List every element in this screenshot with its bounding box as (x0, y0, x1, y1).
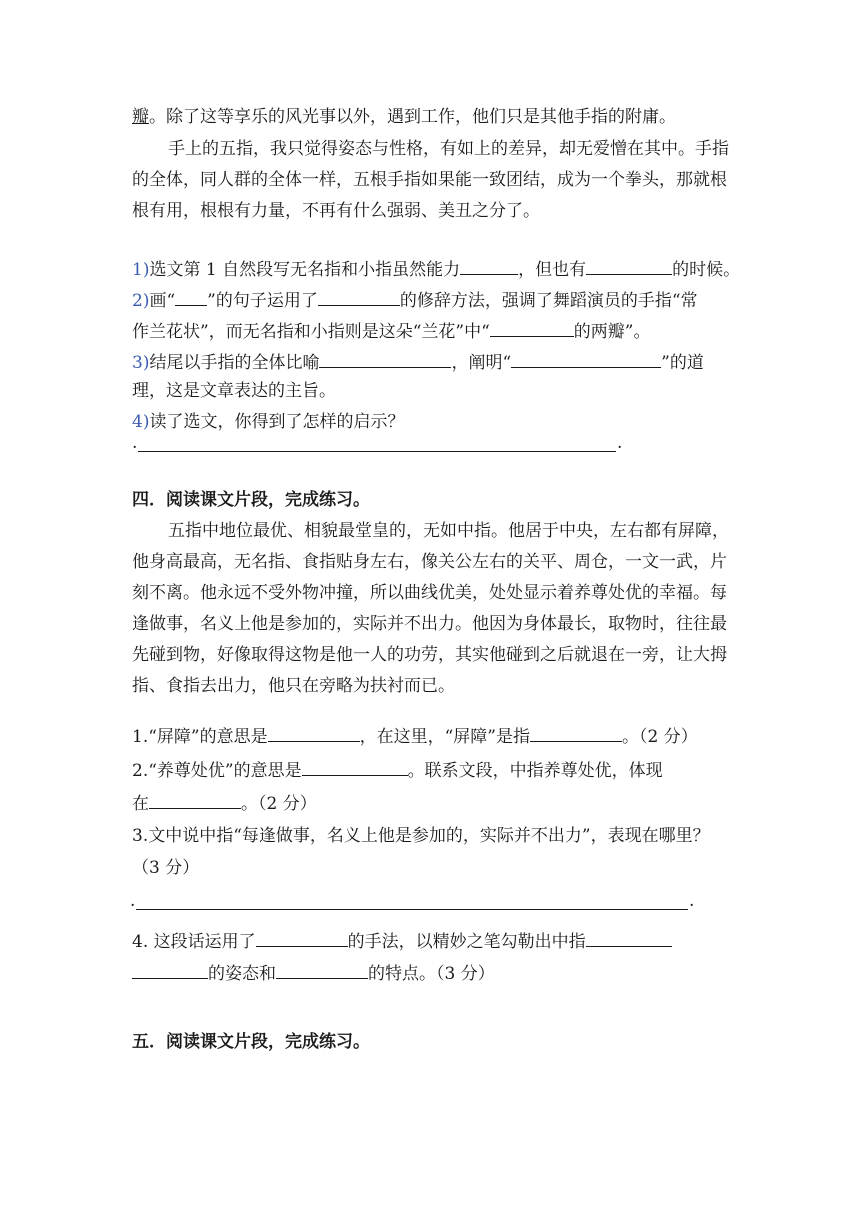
answer-blank[interactable] (132, 960, 208, 979)
sec4-question-2: 2.“养尊处优”的意思是 。联系文段，中指养尊处优，体现 (132, 757, 732, 782)
sec4-question-1: 1.“屏障”的意思是 ，在这里，“屏障”是指 。（2 分） (132, 723, 732, 748)
sec4-question-2-line-2: 在 。（2 分） (132, 790, 732, 815)
passage-line: 逢做事，名义上他是参加的，实际并不出力。他因为身体最长，取物时，往往最 (132, 614, 727, 634)
passage-line: 根有用，根根有力量，不再有什么强弱、美丑之分了。 (132, 201, 540, 221)
section-5-heading: 五．阅读课文片段，完成练习。 (132, 1032, 370, 1052)
sec4-question-4: 4. 这段话运用了 的手法，以精妙之笔勾勒出中指 (132, 928, 732, 953)
passage-line: 先碰到物，好像取得这物是他一人的功劳，其实他碰到之后就退在一旁，让大拇 (132, 645, 727, 665)
answer-blank[interactable] (460, 256, 518, 275)
question-2-line-2: 作兰花状”，而无名指和小指则是这朵“兰花”中“ 的两瓣”。 (132, 318, 732, 343)
passage-line: 他身高最高，无名指、食指贴身左右，像关公左右的关平、周仓，一文一武，片 (132, 552, 727, 572)
answer-blank[interactable] (511, 349, 661, 368)
answer-blank[interactable] (530, 723, 622, 742)
passage-line: 刻不离。他永远不受外物冲撞，所以曲线优美，处处显示着养尊处优的幸福。每 (132, 583, 727, 603)
sec4-question-3: 3.文中说中指“每逢做事，名义上他是参加的，实际并不出力”，表现在哪里？ (132, 826, 710, 846)
question-2: 2)画“ ”的句子运用了 的修辞方法，强调了舞蹈演员的手指“常 (132, 287, 732, 312)
sec4-question-3-line-2: （3 分） (132, 858, 200, 878)
answer-line[interactable] (136, 909, 688, 910)
sec4-question-4-line-2: 的姿态和 的特点。（3 分） (132, 960, 732, 985)
answer-blank[interactable] (586, 928, 672, 947)
answer-blank[interactable] (490, 318, 574, 337)
question-3-line-2: 理，这是文章表达的主旨。 (132, 381, 336, 401)
answer-blank[interactable] (302, 757, 408, 776)
passage-line: 五指中地位最优、相貌最堂皇的，无如中指。他居于中央，左右都有屏障， (168, 521, 729, 541)
answer-blank[interactable] (276, 960, 368, 979)
answer-blank[interactable] (149, 790, 241, 809)
passage-line: 的全体，同人群的全体一样，五根手指如果能一致团结，成为一个拳头，那就根 (132, 170, 727, 190)
passage-line: 瓣。除了这等享乐的风光事以外，遇到工作，他们只是其他手指的附庸。 (132, 107, 676, 127)
answer-blank[interactable] (175, 287, 207, 306)
question-4: 4)读了选文，你得到了怎样的启示？ (132, 412, 405, 432)
line-end-dot: . (689, 891, 695, 911)
answer-blank[interactable] (268, 723, 360, 742)
underlined-char: 瓣 (132, 107, 149, 127)
answer-line[interactable] (138, 451, 616, 452)
passage-line: 指、食指去出力，他只在旁略为扶衬而已。 (132, 676, 455, 696)
answer-blank[interactable] (586, 256, 672, 275)
answer-blank[interactable] (318, 287, 400, 306)
question-3: 3)结尾以手指的全体比喻 ，阐明“ ”的道 (132, 349, 732, 374)
answer-blank[interactable] (256, 928, 348, 947)
passage-line: 手上的五指，我只觉得姿态与性格，有如上的差异，却无爱憎在其中。手指 (168, 139, 729, 159)
line-start-dot: . (132, 433, 138, 453)
line-start-dot: . (130, 891, 136, 911)
answer-blank[interactable] (319, 349, 451, 368)
question-1: 1)选文第 1 自然段写无名指和小指虽然能力 ，但也有 的时候。 (132, 256, 732, 281)
line-end-dot: . (617, 433, 623, 453)
section-4-heading: 四．阅读课文片段，完成练习。 (132, 490, 370, 510)
